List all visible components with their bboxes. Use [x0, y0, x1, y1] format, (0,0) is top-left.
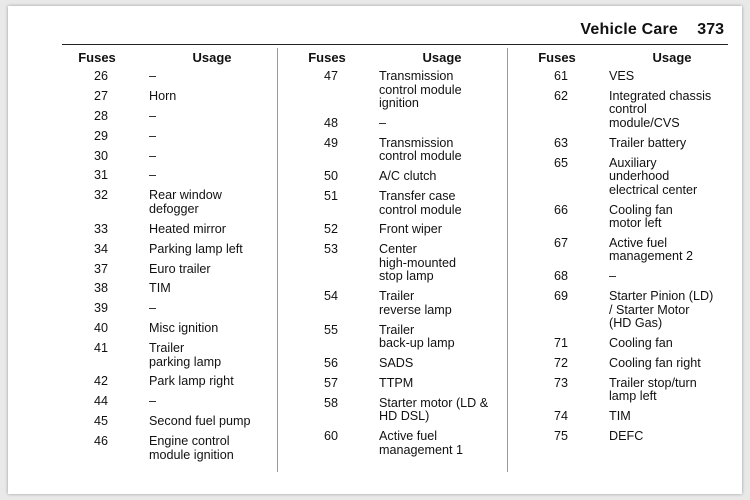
fuse-number: 29 [93, 128, 108, 143]
fuse-usage: Misc ignition [149, 321, 219, 336]
fuse-number: 56 [323, 356, 338, 371]
fuse-number: 72 [553, 356, 568, 371]
table-row [522, 90, 746, 131]
fuse-usage: Starter Pinion (LD) / Starter Motor (HD Gas) [609, 289, 714, 331]
fuse-number: 60 [323, 429, 338, 444]
fuse-number: 73 [553, 375, 568, 390]
fuse-usage: Engine control module ignition [149, 434, 234, 462]
table-row [62, 395, 286, 409]
fuse-number: 69 [553, 289, 568, 304]
fuse-usage: Transmission control module ignition [379, 69, 462, 110]
fuse-usage: TIM [609, 409, 631, 424]
fuse-number: 33 [93, 221, 108, 236]
fuse-number: 65 [553, 155, 568, 170]
fuse-usage: TTPM [379, 375, 414, 390]
table-row [522, 377, 746, 404]
fuse-number: 37 [93, 261, 108, 276]
table-row [292, 243, 516, 284]
manual-page [8, 6, 742, 494]
fuses-header: Fuses [308, 50, 346, 65]
usage-header: Usage [192, 50, 232, 65]
fuse-usage: – [379, 115, 387, 130]
table-row [62, 189, 286, 216]
fuse-number: 62 [553, 88, 568, 103]
fuse-number: 55 [323, 322, 338, 337]
fuse-number: 44 [93, 394, 108, 409]
fuse-usage: Transmission control module [379, 135, 462, 164]
fuse-usage: Horn [149, 88, 177, 103]
fuse-rows [292, 70, 516, 457]
fuse-usage: Center high-mounted stop lamp [379, 242, 457, 284]
table-row [62, 302, 286, 316]
table-row [292, 290, 516, 317]
table-row [292, 324, 516, 351]
table-row [522, 337, 746, 351]
table-row [522, 430, 746, 444]
fuse-number: 66 [553, 202, 568, 217]
fuse-usage: – [149, 128, 157, 143]
fuse-usage: – [609, 269, 617, 284]
fuse-usage: Park lamp right [149, 374, 234, 389]
table-row [292, 357, 516, 371]
fuse-usage: VES [609, 69, 635, 83]
table-row [62, 90, 286, 104]
fuse-number: 51 [323, 189, 338, 204]
fuse-rows [522, 70, 746, 444]
fuse-usage: Auxiliary underhood electrical center [609, 155, 698, 197]
fuse-usage: – [149, 301, 157, 316]
fuse-usage: Active fuel management 2 [609, 235, 694, 264]
table-row [292, 377, 516, 391]
column-header [62, 50, 286, 68]
table-row [62, 282, 286, 296]
fuses-header: Fuses [538, 50, 576, 65]
fuse-table-column-3 [522, 50, 746, 450]
fuse-usage: Cooling fan motor left [609, 202, 673, 231]
fuse-number: 30 [93, 148, 108, 163]
column-header [522, 50, 746, 68]
fuse-table-column-1 [62, 50, 286, 469]
table-row [522, 410, 746, 424]
page-header [62, 18, 728, 45]
table-row [292, 397, 516, 424]
table-row [62, 169, 286, 183]
fuse-number: 38 [93, 281, 108, 296]
fuse-number: 52 [323, 222, 338, 237]
fuse-usage: A/C clutch [379, 169, 437, 184]
table-row [62, 150, 286, 164]
fuse-number: 53 [323, 242, 338, 257]
usage-header: Usage [652, 50, 692, 65]
fuse-number: 49 [323, 135, 338, 150]
fuse-number: 28 [93, 108, 108, 123]
fuse-usage: Front wiper [379, 222, 442, 237]
fuse-usage: – [149, 69, 157, 83]
fuse-table-column-2 [292, 50, 516, 464]
fuse-number: 47 [323, 69, 338, 83]
fuse-number: 45 [93, 414, 108, 429]
table-row [292, 430, 516, 457]
fuse-number: 63 [553, 135, 568, 150]
fuse-number: 27 [93, 88, 108, 103]
fuse-number: 41 [93, 341, 108, 356]
fuse-number: 58 [323, 395, 338, 410]
fuse-number: 54 [323, 289, 338, 304]
table-row [62, 435, 286, 462]
fuse-number: 57 [323, 375, 338, 390]
column-header [292, 50, 516, 68]
table-row [62, 342, 286, 369]
fuse-number: 46 [93, 434, 108, 449]
table-row [292, 223, 516, 237]
fuse-number: 26 [93, 69, 108, 83]
fuse-usage: SADS [379, 356, 414, 371]
table-row [62, 243, 286, 257]
table-row [522, 137, 746, 151]
fuse-usage: Trailer back-up lamp [379, 322, 455, 351]
fuse-usage: Euro trailer [149, 261, 211, 276]
fuse-usage: Trailer parking lamp [149, 341, 222, 369]
fuse-number: 40 [93, 321, 108, 336]
fuse-number: 34 [93, 241, 108, 256]
table-row [292, 117, 516, 131]
fuse-usage: Heated mirror [149, 221, 226, 236]
fuse-usage: Active fuel management 1 [379, 429, 464, 457]
fuse-usage: Trailer reverse lamp [379, 289, 452, 317]
fuse-usage: Second fuel pump [149, 414, 251, 429]
table-row [292, 170, 516, 184]
fuse-usage: – [149, 148, 157, 163]
table-row [522, 157, 746, 198]
fuse-usage: – [149, 108, 157, 123]
table-row [62, 415, 286, 429]
fuse-number: 32 [93, 188, 108, 203]
table-row [292, 190, 516, 217]
fuses-header: Fuses [78, 50, 116, 65]
fuse-number: 31 [93, 168, 108, 183]
fuse-usage: TIM [149, 281, 171, 296]
table-row [62, 263, 286, 277]
table-row [62, 322, 286, 336]
table-row [62, 375, 286, 389]
fuse-number: 42 [93, 374, 108, 389]
fuse-usage: Trailer stop/turn lamp left [609, 375, 697, 404]
table-row [62, 70, 286, 84]
fuse-number: 50 [323, 169, 338, 184]
table-row [522, 237, 746, 264]
usage-header: Usage [422, 50, 462, 65]
fuse-number: 74 [553, 409, 568, 424]
fuse-number: 68 [553, 269, 568, 284]
fuse-number: 75 [553, 429, 568, 444]
fuse-usage: Starter motor (LD & HD DSL) [379, 395, 489, 424]
fuse-usage: DEFC [609, 429, 644, 444]
fuse-usage: Cooling fan [609, 336, 673, 351]
fuse-usage: Trailer battery [609, 135, 687, 150]
table-row [62, 110, 286, 124]
table-row [292, 137, 516, 164]
fuse-usage: Integrated chassis control module/CVS [609, 88, 712, 130]
fuse-usage: Transfer case control module [379, 189, 462, 217]
table-row [522, 204, 746, 231]
page-number: 373 [697, 21, 724, 38]
table-row [522, 357, 746, 371]
fuse-number: 39 [93, 301, 108, 316]
table-row [62, 223, 286, 237]
fuse-usage: Cooling fan right [609, 356, 701, 371]
fuse-rows [62, 70, 286, 462]
fuse-number: 71 [553, 336, 568, 351]
fuse-usage: Rear window defogger [149, 188, 222, 216]
table-row [522, 290, 746, 331]
table-row [522, 270, 746, 284]
fuse-usage: – [149, 394, 157, 409]
fuse-usage: – [149, 168, 157, 183]
fuse-number: 67 [553, 235, 568, 250]
fuse-usage: Parking lamp left [149, 241, 243, 256]
table-row [62, 130, 286, 144]
table-row [292, 70, 516, 111]
fuse-number: 48 [323, 115, 338, 130]
fuse-number: 61 [553, 69, 568, 83]
section-title: Vehicle Care [580, 21, 678, 38]
table-row [522, 70, 746, 84]
